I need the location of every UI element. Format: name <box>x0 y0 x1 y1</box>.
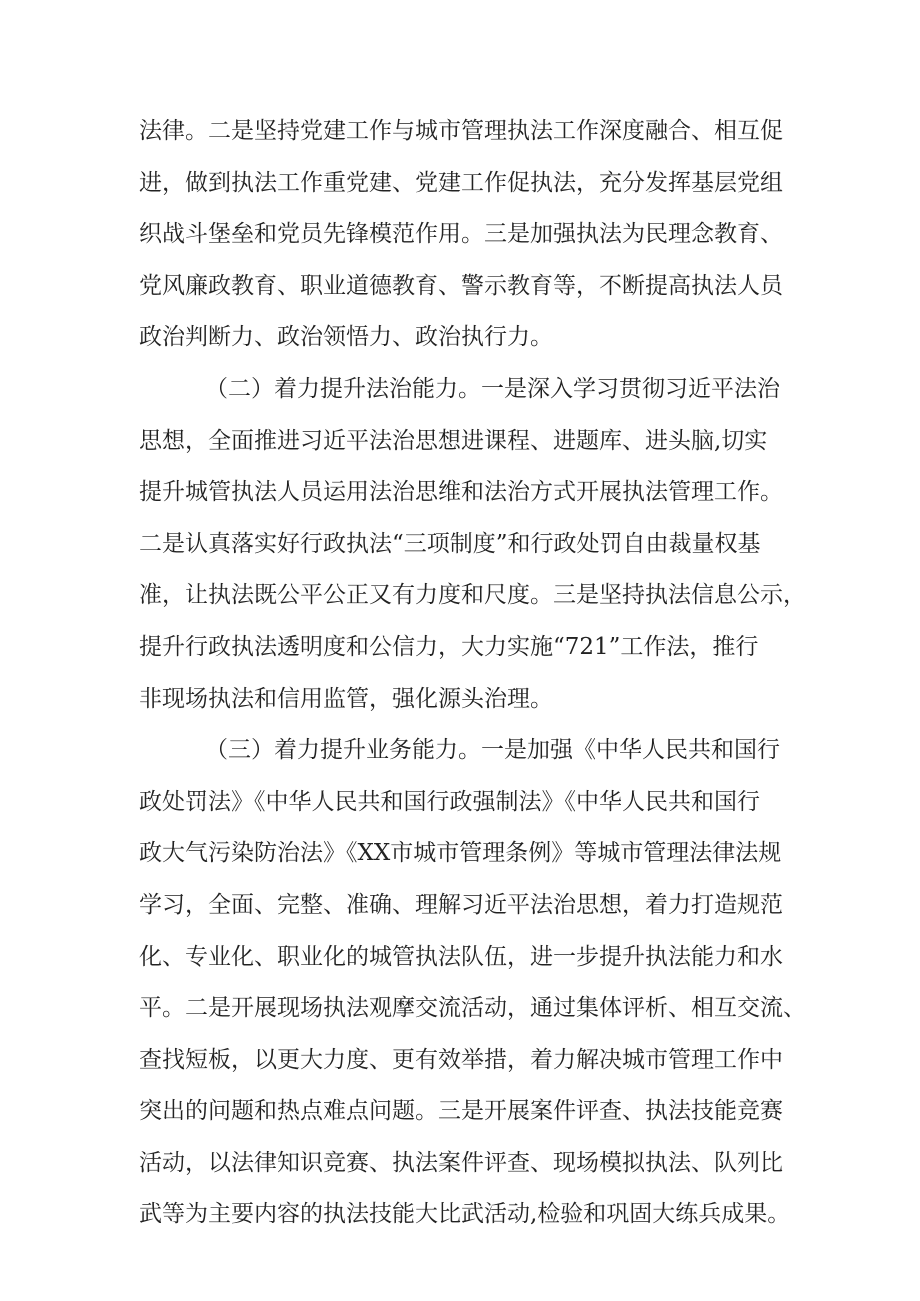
text-line-9: 二是认真落实好行政执法“三项制度”和行政处罚自由裁量权基 <box>139 530 761 557</box>
text-line-10: 准，让执法既公平公正又有力度和尺度。三是坚持执法信息公示， <box>139 582 806 609</box>
text-line-16: 学习，全面、完整、准确、理解习近平法治思想，着力打造规范 <box>139 891 783 918</box>
text-line-19: 查找短板，以更大力度、更有效举措，着力解决城市管理工作中 <box>139 1046 783 1073</box>
text-line-18: 平。二是开展现场执法观摩交流活动，通过集体评析、相互交流、 <box>139 995 806 1022</box>
text-line-1: 法律。二是坚持党建工作与城市管理执法工作深度融合、相互促 <box>139 118 783 144</box>
text-line-4: 党风廉政教育、职业道德教育、警示教育等，不断提高执法人员 <box>139 272 783 299</box>
text-line-14: 政处罚法》《中华人民共和国行政强制法》《中华人民共和国行 <box>139 788 760 815</box>
text-line-17: 化、专业化、职业化的城管执法队伍，进一步提升执法能力和水 <box>139 943 783 970</box>
text-line-21: 活动，以法律知识竞赛、执法案件评查、现场模拟执法、队列比 <box>139 1149 783 1176</box>
text-line-20: 突出的问题和热点难点问题。三是开展案件评查、执法技能竞赛 <box>139 1098 783 1125</box>
text-line-22: 武等为主要内容的执法技能大比武活动,检验和巩固大练兵成果。 <box>139 1201 791 1228</box>
section-heading-2: （二）着力提升法治能力。一是深入学习贯彻习近平法治 <box>205 375 780 402</box>
text-line-15: 政大气污染防治法》《XX市城市管理条例》等城市管理法律法规 <box>139 840 782 867</box>
text-line-11: 提升行政执法透明度和公信力，大力实施“721”工作法，推行 <box>139 633 759 660</box>
text-line-7: 思想，全面推进习近平法治思想进课程、进题库、进头脑,切实 <box>139 427 768 454</box>
text-line-3: 织战斗堡垒和党员先锋模范作用。三是加强执法为民理念教育、 <box>139 221 783 248</box>
section-heading-3: （三）着力提升业务能力。一是加强《中华人民共和国行 <box>205 737 780 764</box>
text-line-2: 进，做到执法工作重党建、党建工作促执法，充分发挥基层党组 <box>139 169 783 196</box>
text-line-12: 非现场执法和信用监管，强化源头治理。 <box>139 685 553 712</box>
body-text <box>139 106 806 1241</box>
text-line-8: 提升城管执法人员运用法治思维和法治方式开展执法管理工作。 <box>139 479 783 506</box>
text-line-5: 政治判断力、政治领悟力、政治执行力。 <box>139 324 553 351</box>
